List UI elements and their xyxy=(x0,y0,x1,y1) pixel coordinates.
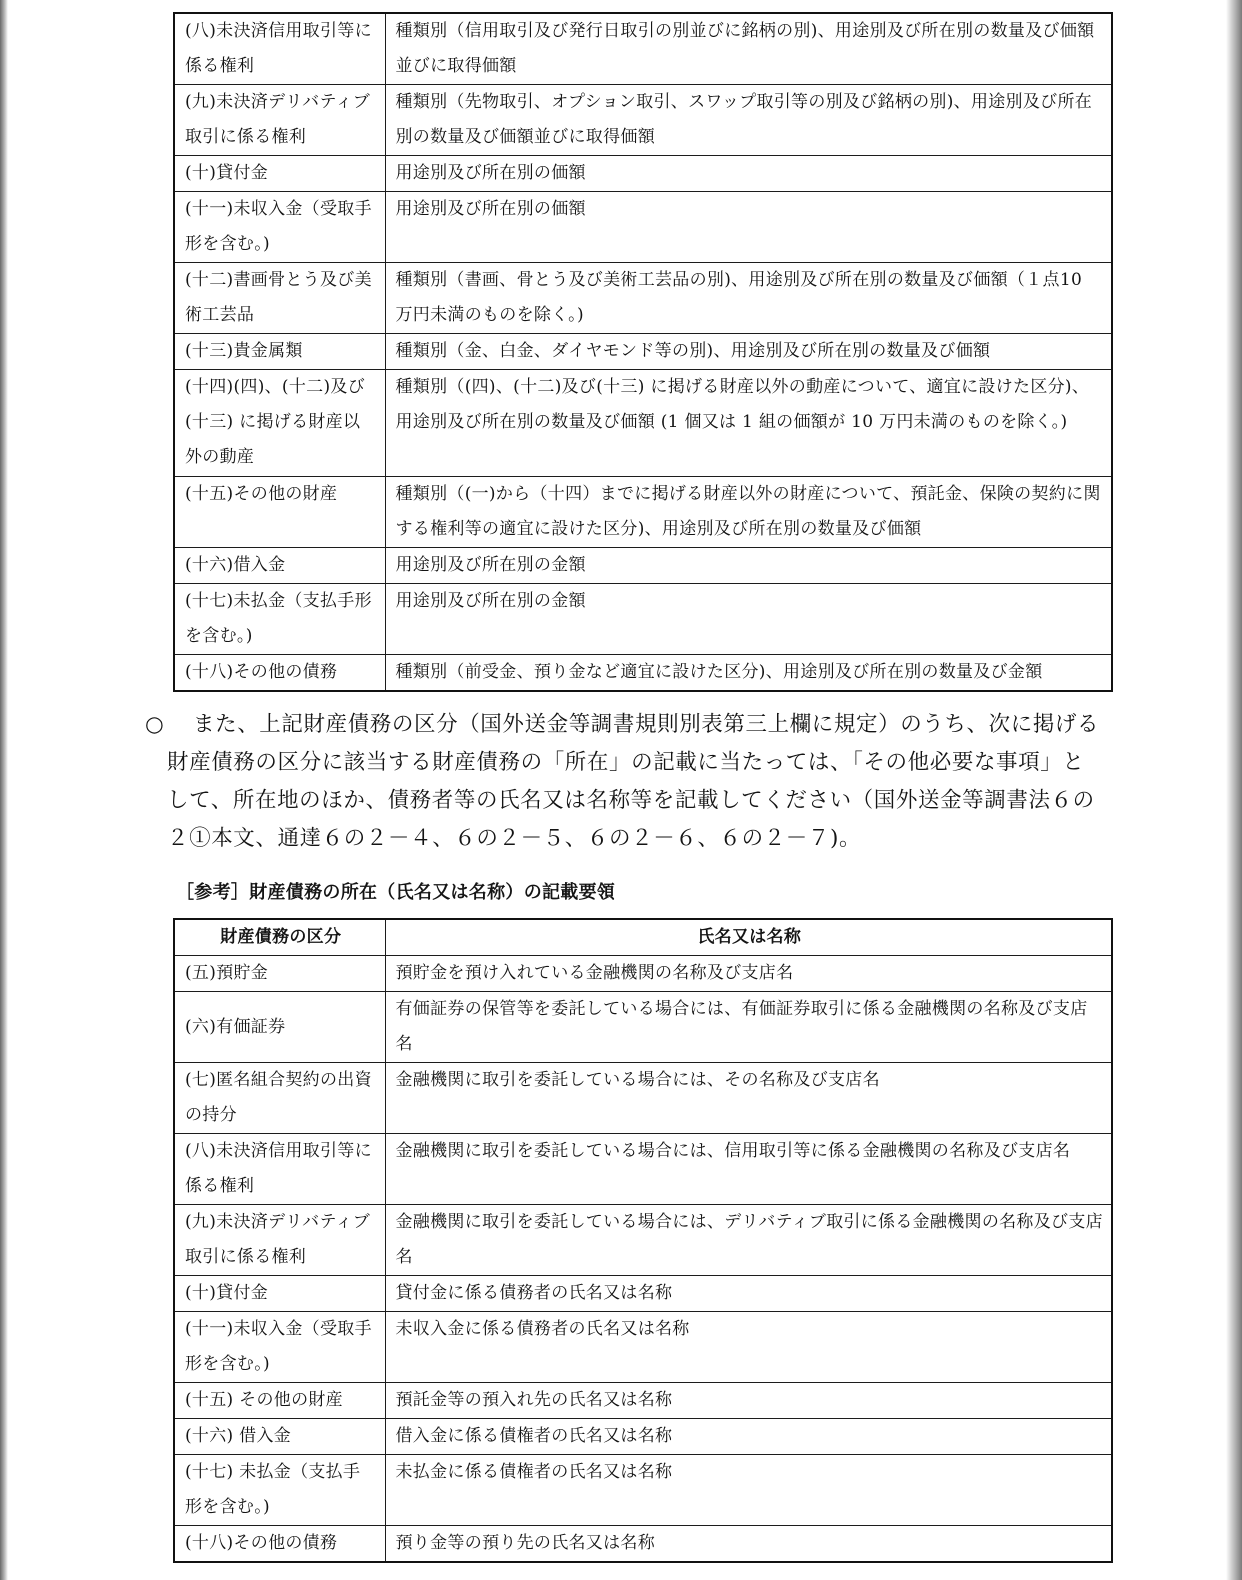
category-cell: (十三)貴金属類 xyxy=(174,334,385,370)
table-row xyxy=(174,1526,1112,1563)
table-row xyxy=(174,477,1112,548)
table-row xyxy=(174,1455,1112,1526)
category-cell: (八)未決済信用取引等に係る権利 xyxy=(174,13,385,85)
category-cell: (七)匿名組合契約の出資の持分 xyxy=(174,1063,385,1134)
table-row xyxy=(174,192,1112,263)
detail-cell: 金融機関に取引を委託している場合には、デリバティブ取引に係る金融機関の名称及び支店名 xyxy=(385,1205,1112,1276)
detail-cell: 預託金等の預入れ先の氏名又は名称 xyxy=(385,1383,1112,1419)
table-row xyxy=(174,584,1112,655)
category-cell: (六)有価証券 xyxy=(174,992,385,1063)
detail-cell: 未収入金に係る債務者の氏名又は名称 xyxy=(385,1312,1112,1383)
table-row xyxy=(174,1205,1112,1276)
category-cell: (十六) 借入金 xyxy=(174,1419,385,1455)
category-cell: (十一)未収入金（受取手形を含む。) xyxy=(174,192,385,263)
table-row xyxy=(174,156,1112,192)
table-row xyxy=(174,1383,1112,1419)
column-header-name: 氏名又は名称 xyxy=(385,919,1112,956)
detail-cell: 種類別（(一)から（十四）までに掲げる財産以外の財産について、預託金、保険の契約に関する権利等の適宜に設けた区分)、用途別及び所在別の数量及び価額 xyxy=(385,477,1112,548)
reference-title: ［参考］財産債務の所在（氏名又は名称）の記載要領 xyxy=(176,882,616,903)
detail-cell: 種類別（先物取引、オプション取引、スワップ取引等の別及び銘柄の別)、用途別及び所在別の数量及び価額並びに取得価額 xyxy=(385,85,1112,156)
paragraph-line: ２①本文、通達６の２－４、６の２－５、６の２－６、６の２－７)。 xyxy=(167,826,862,851)
table-row xyxy=(174,1134,1112,1205)
detail-cell: 用途別及び所在別の金額 xyxy=(385,584,1112,655)
detail-cell: 金融機関に取引を委託している場合には、その名称及び支店名 xyxy=(385,1063,1112,1134)
table-row xyxy=(174,548,1112,584)
category-cell: (十四)(四)、(十二)及び(十三) に掲げる財産以外の動産 xyxy=(174,370,385,477)
category-cell: (十七) 未払金（支払手形を含む。) xyxy=(174,1455,385,1526)
detail-cell: 預貯金を預け入れている金融機関の名称及び支店名 xyxy=(385,956,1112,992)
category-cell: (十)貸付金 xyxy=(174,156,385,192)
detail-cell: 金融機関に取引を委託している場合には、信用取引等に係る金融機関の名称及び支店名 xyxy=(385,1134,1112,1205)
table-row xyxy=(174,1312,1112,1383)
table-row xyxy=(174,1276,1112,1312)
category-cell: (九)未決済デリバティブ取引に係る権利 xyxy=(174,1205,385,1276)
reference-location-table xyxy=(173,918,1113,1563)
table-row xyxy=(174,263,1112,334)
detail-cell: 用途別及び所在別の金額 xyxy=(385,548,1112,584)
page-left-edge xyxy=(0,0,8,1580)
category-cell: (十八)その他の債務 xyxy=(174,1526,385,1563)
detail-cell: 預り金等の預り先の氏名又は名称 xyxy=(385,1526,1112,1563)
category-cell: (十五)その他の財産 xyxy=(174,477,385,548)
paragraph-line: 財産債務の区分に該当する財産債務の「所在」の記載に当たっては、「その他必要な事項」と xyxy=(167,750,1085,775)
property-debt-detail-table xyxy=(173,12,1113,692)
table-row xyxy=(174,370,1112,477)
detail-cell: 種類別（前受金、預り金など適宜に設けた区分)、用途別及び所在別の数量及び金額 xyxy=(385,655,1112,692)
table-row xyxy=(174,655,1112,692)
detail-cell: 貸付金に係る債務者の氏名又は名称 xyxy=(385,1276,1112,1312)
detail-cell: 未払金に係る債権者の氏名又は名称 xyxy=(385,1455,1112,1526)
detail-cell: 種類別（書画、骨とう及び美術工芸品の別)、用途別及び所在別の数量及び価額（１点10 万円未満のものを除く。) xyxy=(385,263,1112,334)
instruction-paragraph xyxy=(145,706,1117,858)
category-cell: (十一)未収入金（受取手形を含む。) xyxy=(174,1312,385,1383)
category-cell: (十五) その他の財産 xyxy=(174,1383,385,1419)
detail-cell: 借入金に係る債権者の氏名又は名称 xyxy=(385,1419,1112,1455)
category-cell: (五)預貯金 xyxy=(174,956,385,992)
detail-cell: 種類別（信用取引及び発行日取引の別並びに銘柄の別)、用途別及び所在別の数量及び価額並びに取得価額 xyxy=(385,13,1112,85)
category-cell: (九)未決済デリバティブ取引に係る権利 xyxy=(174,85,385,156)
table-row xyxy=(174,956,1112,992)
table-row xyxy=(174,1419,1112,1455)
category-cell: (十)貸付金 xyxy=(174,1276,385,1312)
category-cell: (八)未決済信用取引等に係る権利 xyxy=(174,1134,385,1205)
detail-cell: 種類別（金、白金、ダイヤモンド等の別)、用途別及び所在別の数量及び価額 xyxy=(385,334,1112,370)
table-header-row xyxy=(174,919,1112,956)
table-row xyxy=(174,1063,1112,1134)
paragraph-line: して、所在地のほか、債務者等の氏名又は名称等を記載してください（国外送金等調書法６の xyxy=(167,788,1095,813)
table-row xyxy=(174,334,1112,370)
table-row xyxy=(174,13,1112,85)
table-row xyxy=(174,992,1112,1063)
category-cell: (十七)未払金（支払手形を含む。) xyxy=(174,584,385,655)
category-cell: (十八)その他の債務 xyxy=(174,655,385,692)
circle-bullet-icon: ○ xyxy=(145,712,165,737)
column-header-category: 財産債務の区分 xyxy=(174,919,385,956)
detail-cell: 種類別（(四)、(十二)及び(十三) に掲げる財産以外の動産について、適宜に設けた区分)、用途別及び所在別の数量及び価額 (1 個又は 1 組の価額が 10 万円未満のものを除く。) xyxy=(385,370,1112,477)
detail-cell: 有価証券の保管等を委託している場合には、有価証券取引に係る金融機関の名称及び支店名 xyxy=(385,992,1112,1063)
category-cell: (十六)借入金 xyxy=(174,548,385,584)
table-row xyxy=(174,85,1112,156)
detail-cell: 用途別及び所在別の価額 xyxy=(385,156,1112,192)
detail-cell: 用途別及び所在別の価額 xyxy=(385,192,1112,263)
category-cell: (十二)書画骨とう及び美術工芸品 xyxy=(174,263,385,334)
paragraph-line: ○ また、上記財産債務の区分（国外送金等調書規則別表第三上欄に規定）のうち、次に掲げる xyxy=(145,706,1117,744)
page-right-edge xyxy=(1226,0,1242,1580)
